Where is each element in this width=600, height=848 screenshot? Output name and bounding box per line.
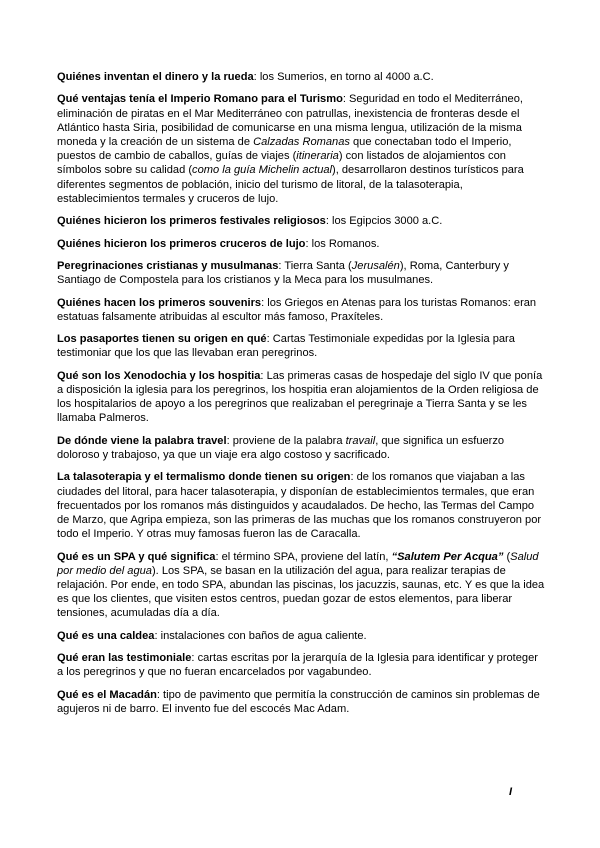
answer-text: : Tierra Santa ( — [278, 259, 352, 272]
question-heading: Qué es un SPA y qué significa — [57, 550, 216, 563]
answer-text: que conectaban todo el Imperio, puestos de cambio de caballos, guías de viajes ( — [57, 136, 512, 163]
question-heading: Qué es el Macadán — [57, 688, 157, 701]
qa-paragraph — [57, 296, 547, 324]
answer-text: : los Romanos. — [305, 237, 380, 250]
document-body — [57, 70, 547, 724]
question-heading: Quiénes hicieron los primeros festivales religiosos — [57, 215, 326, 228]
qa-paragraph — [57, 550, 547, 621]
question-heading: Quiénes inventan el dinero y la rueda — [57, 71, 254, 83]
answer-text: , que significa un esfuerzo doloroso y trabajoso, ya que un viaje era algo costoso y sacrificado. — [57, 434, 505, 461]
page-number: I — [509, 786, 513, 798]
answer-text: ( — [503, 550, 511, 563]
question-heading: Peregrinaciones cristianas y musulmanas — [57, 259, 279, 272]
emphasis-text: travail — [345, 434, 376, 447]
qa-paragraph — [57, 651, 547, 679]
answer-text: : los Griegos en Atenas para los turistas Romanos: eran estatuas falsamente atribuidas al escultor más famoso, Praxíteles. — [57, 296, 537, 323]
answer-text: : Las primeras casas de hospedaje del siglo IV que ponía a disposición la iglesia para los peregrinos, los hospitia eran alojamientos de la Orden religiosa de los hospitalarios de apoyo a los peregrinos que realizaban el peregrinaje a Tierra Santa y se les llamaba Palmeros. — [57, 369, 543, 425]
question-heading: De dónde viene la palabra travel — [57, 434, 227, 447]
question-heading: Los pasaportes tienen su origen en qué — [57, 333, 267, 346]
answer-text: : instalaciones con baños de agua caliente. — [154, 629, 367, 642]
answer-text: : Cartas Testimoniale expedidas por la Iglesia para testimoniar que los que las llevaban eran peregrinos. — [57, 333, 515, 360]
qa-paragraph — [57, 629, 547, 643]
qa-paragraph — [57, 259, 547, 287]
answer-text: : de los romanos que viajaban a las ciudades del litoral, para hacer talasoterapia, y disponían de establecimientos termales, que eran frecuentados por los romanos más distinguidos y acaudalados. De hecho, las Termas del Campo de Marzo, que Agripa empieza, son las primeras de las muchas que los romanos construyeron por todo el Imperio. Y otras muy famosas fueron las de Caracalla. — [57, 471, 542, 541]
qa-paragraph — [57, 369, 547, 426]
answer-text: : los Egipcios 3000 a.C. — [325, 215, 443, 228]
emphasis-text: Jerusalén — [351, 259, 400, 272]
emphasis-text: Calzadas Romanas — [253, 136, 350, 148]
question-heading: Qué son los Xenodochia y los hospitia — [57, 369, 261, 382]
qa-paragraph — [57, 434, 547, 462]
qa-paragraph — [57, 70, 547, 84]
question-heading: Qué eran las testimoniale — [57, 652, 192, 665]
question-heading: Qué ventajas tenía el Imperio Romano para el Turismo — [57, 93, 343, 106]
answer-text: ), desarrollaron destinos turísticos para diferentes segmentos de población, inicio del turismo de litoral, de la talasoterapia, establecimientos termales y cruceros de lujo. — [57, 164, 524, 205]
qa-paragraph — [57, 332, 547, 360]
emphasis-text: como la guía Michelin actual — [192, 164, 333, 177]
emphasis-text: itineraria — [296, 150, 339, 163]
answer-text: : proviene de la palabra — [226, 434, 346, 447]
qa-paragraph — [57, 214, 547, 228]
answer-text: : los Sumerios, en torno al 4000 a.C. — [253, 71, 434, 83]
question-heading: Quiénes hacen los primeros souvenirs — [57, 296, 262, 309]
question-heading: La talasoterapia y el termalismo donde tienen su origen — [57, 471, 351, 484]
answer-text: : el término SPA, proviene del latín, — [215, 550, 392, 563]
answer-text: ) con listados de alojamientos con símbolos sobre su calidad ( — [57, 150, 506, 177]
qa-paragraph — [57, 92, 547, 206]
answer-text: : Seguridad en todo el Mediterráneo, eliminación de piratas en el Mar Mediterráneo con patrullas, inexistencia de fronteras desde el Atlántico hasta Siria, posibilidad de comunicarse en una misma lengua, utilización de la misma moneda y la creación de un sistema de — [57, 93, 523, 148]
qa-paragraph — [57, 688, 547, 716]
qa-paragraph — [57, 470, 547, 541]
emphasis-text: Salud por medio del agua — [57, 550, 539, 577]
question-heading: Qué es una caldea — [57, 629, 155, 642]
emphasis-text: “Salutem Per Acqua” — [391, 550, 504, 563]
answer-text: ). Los SPA, se basan en la utilización del agua, para realizar terapias de relajación. Por ende, en todo SPA, abundan las piscinas, los jacuzzis, saunas, etc. Y es que la idea es que los clientes, que visiten estos centros, puedan gozar de estos elementos, para liberar tensiones, acumuladas día a día. — [57, 564, 545, 620]
answer-text: : tipo de pavimento que permitía la construcción de caminos sin problemas de agujeros ni de barro. El invento fue del escocés Mac Adam. — [57, 688, 540, 715]
qa-paragraph — [57, 237, 547, 251]
question-heading: Quiénes hicieron los primeros cruceros de lujo — [57, 237, 306, 250]
answer-text: : cartas escritas por la jerarquía de la Iglesia para identificar y proteger a los peregrinos y que no fueran encarcelados por vagabundeo. — [57, 652, 538, 679]
answer-text: ), Roma, Canterbury y Santiago de Compostela para los cristianos y la Meca para los musulmanes. — [57, 259, 509, 287]
